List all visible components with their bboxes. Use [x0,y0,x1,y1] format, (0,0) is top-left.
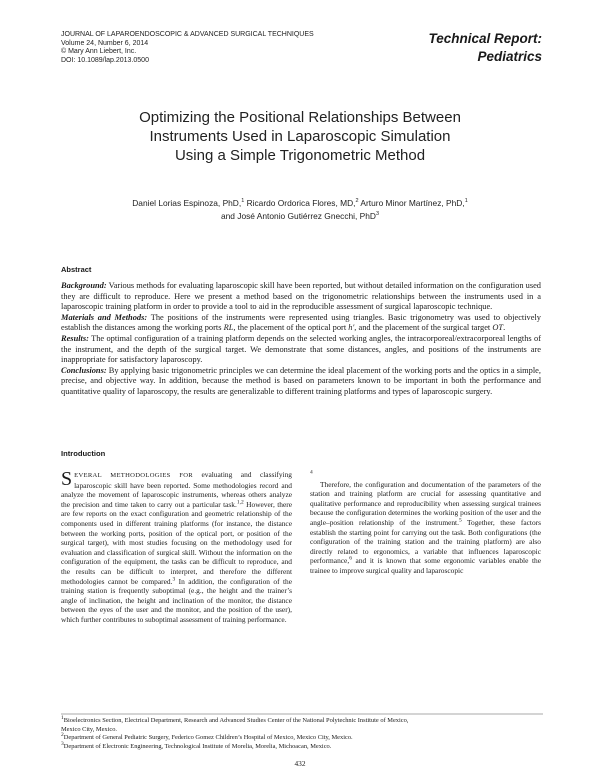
abstract-body [61,281,541,398]
citation[interactable]: 5 [458,517,462,524]
body-column-left [61,470,292,625]
journal-volume: Volume 24, Number 6, 2014 [61,39,149,47]
abstract-results: Results: The optimal configuration of a training platform depends on the selected working angles, the intracorporeal/extracorporeal lengths of the instrument, and the depth of the surgical target. We demonstrate that some distances, angles, and positions of the instruments are inappropriate for satisfactory laparoscopy. [61,333,541,365]
citation[interactable]: 1,2 [236,499,244,506]
report-type-line2: Pediatrics [477,49,542,64]
introduction-heading: Introduction [61,449,106,458]
affiliation: $^2$Department of General Pediatric Surgery, Federico Gomez Children’s Hospital of Mexico, Mexico City, Mexico. [61,732,353,742]
affiliation-ref: 2 [355,198,359,205]
title-line: Instruments Used in Laparoscopic Simulation [149,128,451,145]
affiliation: $^1$Bioelectronics Section, Electrical Department, Research and Advanced Studies Center of the National Polytechnic Institute of Mexico, [61,714,409,724]
dropcap: S [61,468,73,490]
journal-header [61,31,381,65]
page-number: 432 [294,759,306,768]
abstract-background: Background: Various methods for evaluating laparoscopic skill have been reported, but without detailed information on the configuration used they are difficult to reproduce. Here we present a method based on the trigonometric relationships between the instruments used in a laparoscopic training platform in order to provide a tool to aid in the reproducible assessment of surgical laparoscopic technique. [61,281,541,312]
citation[interactable]: 4 [310,469,313,476]
body-column-right [310,470,541,576]
author: Ricardo Ordorica Flores, MD, [246,198,356,208]
section-label: Results: [61,333,89,343]
title-line: Using a Simple Trigonometric Method [174,147,426,164]
section-label: Background: [61,281,107,290]
footnote-divider [61,713,543,715]
section-label: Conclusions: [61,365,107,375]
affiliation-continued: Mexico City, Mexico. [61,725,118,733]
section-label: Materials and Methods: [61,312,148,322]
author: Arturo Minor Martínez, PhD, [360,198,465,208]
abstract-conclusions: Conclusions: By applying basic trigonometric principles we can determine the ideal placement of the working ports and the optics in a simple, precise, and objective way. In addition, because the method is based on parameters known to be important in both the performance and quantitative quality of laparoscopy, the results are generalizable to different training platforms and types of laparoscopic surgery. [61,365,541,396]
journal-name: JOURNAL OF LAPAROENDOSCOPIC & ADVANCED SURGICAL TECHNIQUES [61,31,314,38]
citation[interactable]: 6 [349,555,352,562]
paragraph: SEVERAL METHODOLOGIES FOR evaluating and classifying laparoscopic skill have been reported. Some methodologies record and analyze the movement of laparoscopic instruments, whereas others analyze the precision and time taken to carry out a particular task.$^{1,2}$ However, there are few reports on the exact configuration and geometric relationship of the components used in different training platforms (for instance, the distance between the working ports, position of the optical port, or position of the surgical target), with most studies focusing on the methodology used for evaluation and classification of surgical skill. Without the information on the configuration of the equipment, the tasks can be difficult to reproduce, and the results can be difficult to interpret, and therefore the different methodologies cannot be compared.$^3$ In addition, the configuration of the training station is frequently suboptimal (e.g., the height and the trainer’s angle of inclination, the height and inclination of the monitor, the distance between the eyes of the user and the monitor, and the position of the user), which further contributes to suboptimal assessment of training performance. [61,468,292,624]
report-type-line1: Technical Report: [428,31,542,46]
author: and José Antonio Gutiérrez Gnecchi, PhD [220,211,376,221]
abstract-methods: Materials and Methods: The positions of the instruments were represented using triangles. Basic trigonometry was used to objectively establish the distances among the working ports RL, the placement of the optical port h′, and the placement of the surgical target OT. [61,312,541,333]
affiliation-ref: 1 [464,198,468,205]
copyright: © Mary Ann Liebert, Inc. [61,48,137,56]
paragraph: Therefore, the configuration and documentation of the parameters of the station and training platform are crucial for assessing quantitative and qualitative performance and reproducibility when assessing surgical trainees because the configuration determines the working position of the user and the angle–position relationship of the instrument.$^5$ Together, these factors establish the starting point for carrying out the task. Both configurations (the configuration of the training station and the training platform) are also directly related to ergonomics, a variable that influences laparoscopic performance,$^6$ and it is known that some ergonomic variables enable the trainee to improve surgical quality and laparoscopic [310,479,541,575]
title-line: Optimizing the Positional Relationships Between [139,109,461,126]
author-list [90,197,510,223]
citation[interactable]: 3 [172,576,176,583]
affiliation-ref: 1 [241,198,245,205]
affiliation-ref: 3 [375,211,380,218]
author: Daniel Lorias Espinoza, PhD, [132,198,242,208]
report-type [428,30,542,66]
paragraph-continued [310,470,541,480]
abstract-heading: Abstract [61,265,92,274]
affiliations [61,714,543,751]
doi[interactable]: DOI: 10.1089/lap.2013.0500 [61,56,149,64]
affiliation: $^3$Department of Electronic Engineering, Technological Institute of Morelia, Morelia, Michoacan, Mexico. [61,740,332,750]
article-title [80,108,520,165]
